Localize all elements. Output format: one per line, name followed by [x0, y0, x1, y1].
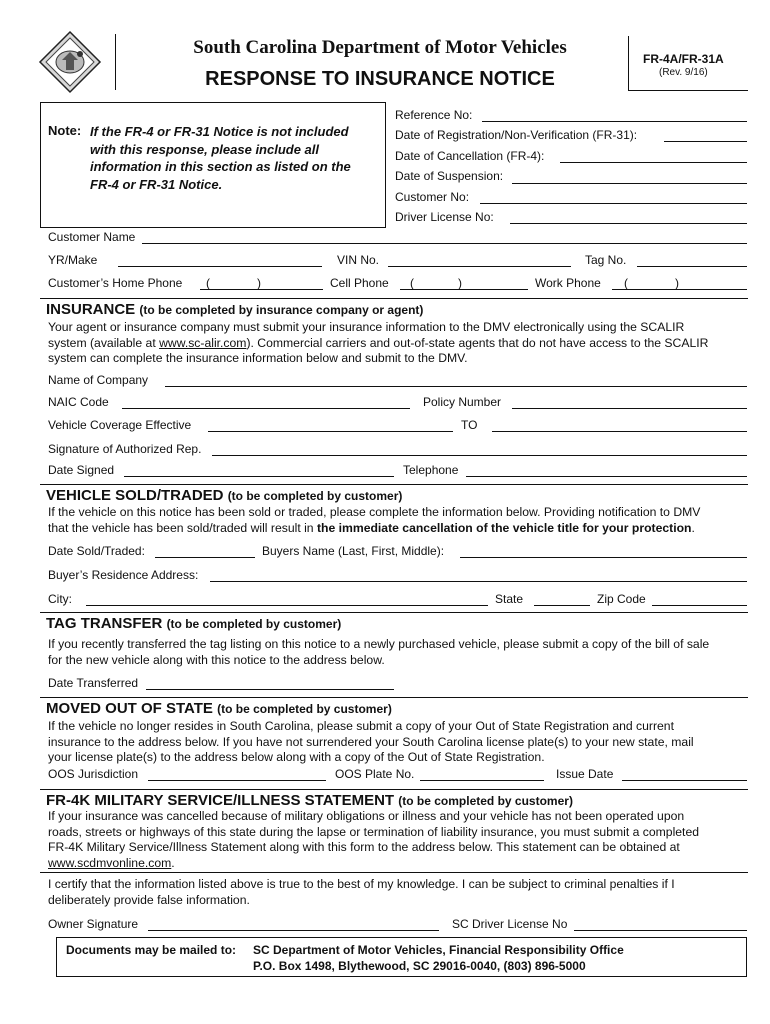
home-phone-paren-close: ) [257, 276, 261, 290]
issue-date-label: Issue Date [556, 767, 614, 781]
military-subtitle: (to be completed by customer) [398, 794, 573, 808]
form-number-box [628, 36, 629, 90]
date-registration-field[interactable] [664, 141, 747, 142]
buyer-name-label: Buyers Name (Last, First, Middle): [262, 544, 445, 558]
date-transferred-label: Date Transferred [48, 676, 139, 690]
auth-signature-field[interactable] [212, 455, 747, 456]
reference-no-field[interactable] [482, 121, 747, 122]
policy-number-field[interactable] [512, 408, 747, 409]
vehicle-sold-para-line-1: If the vehicle on this notice has been sold or traded, please complete the information below. Providing notification to DMV [48, 505, 701, 519]
driver-license-no-label: Driver License No: [395, 210, 494, 224]
company-name-label: Name of Company [48, 373, 149, 387]
work-phone-paren-close: ) [675, 276, 679, 290]
mailing-label: Documents may be mailed to: [66, 943, 237, 957]
military-heading [46, 792, 573, 809]
moved-subtitle: (to be completed by customer) [217, 702, 392, 716]
reference-no-label: Reference No: [395, 108, 473, 122]
vehicle-sold-heading [46, 487, 402, 504]
vehicle-sold-para-text: that the vehicle has been sold/traded will result in [48, 520, 317, 535]
vin-field[interactable] [388, 266, 571, 267]
cell-phone-paren-close: ) [458, 276, 462, 290]
tag-transfer-title: TAG TRANSFER [46, 615, 163, 632]
sc-dmv-logo [38, 30, 102, 94]
sc-dl-field[interactable] [574, 930, 747, 931]
vehicle-sold-para-bold: the immediate cancellation of the vehicle title for your protection [316, 520, 692, 535]
date-suspension-field[interactable] [512, 183, 747, 184]
scdmv-link[interactable]: www.scdmvonline.com [48, 855, 172, 870]
military-paragraph [48, 809, 763, 871]
military-title: FR-4K MILITARY SERVICE/ILLNESS STATEMENT [46, 792, 395, 809]
zip-field[interactable] [652, 605, 747, 606]
form-title: RESPONSE TO INSURANCE NOTICE [205, 68, 555, 90]
home-phone-field[interactable] [200, 289, 323, 290]
revision-date: (Rev. 9/16) [659, 67, 708, 78]
mailing-line-1: SC Department of Motor Vehicles, Financial Responsibility Office [253, 943, 624, 957]
date-suspension-label: Date of Suspension: [395, 169, 504, 183]
note-label: Note: [48, 123, 82, 138]
customer-no-field[interactable] [480, 203, 747, 204]
insurance-divider [40, 298, 748, 299]
note-line-4: FR-4 or FR-31 Notice. [90, 176, 223, 192]
state-field[interactable] [534, 605, 590, 606]
cell-phone-paren-open: ( [410, 276, 414, 290]
certify-line-2: deliberately provide false information. [48, 892, 250, 907]
auth-signature-label: Signature of Authorized Rep. [48, 442, 202, 456]
vin-label: VIN No. [337, 253, 380, 267]
military-para-line-2: roads, streets or highways of this state during the lapse or termination of liability insurance, you must submit a completed [48, 824, 699, 839]
work-phone-field[interactable] [612, 289, 747, 290]
oos-plate-label: OOS Plate No. [335, 767, 415, 781]
date-sold-field[interactable] [155, 557, 255, 558]
moved-title: MOVED OUT OF STATE [46, 700, 213, 717]
date-cancellation-field[interactable] [560, 162, 747, 163]
certify-paragraph [48, 877, 763, 908]
tag-field[interactable] [637, 266, 747, 267]
owner-signature-field[interactable] [148, 930, 439, 931]
military-para-line-3: FR-4K Military Service/Illness Statement along with this form to the address below. This statement can be obtained at [48, 840, 680, 854]
oos-jurisdiction-label: OOS Jurisdiction [48, 767, 139, 781]
form-number: FR-4A/FR-31A [643, 52, 724, 66]
note-line-3: information in this section as listed on the [90, 159, 351, 174]
note-line-2: with this response, please include all [90, 141, 320, 157]
buyer-address-field[interactable] [210, 581, 747, 582]
certify-line-1: I certify that the information listed above is true to the best of my knowledge. I can be subject to criminal penalties if I [48, 877, 675, 891]
date-transferred-field[interactable] [146, 689, 394, 690]
vehicle-sold-paragraph [48, 505, 763, 536]
customer-name-field[interactable] [142, 243, 747, 244]
coverage-from-field[interactable] [208, 431, 453, 432]
note-text [90, 123, 351, 193]
buyer-name-field[interactable] [460, 557, 747, 558]
vehicle-sold-title: VEHICLE SOLD/TRADED [46, 487, 224, 504]
tag-transfer-para-line-2: for the new vehicle along with this notice to the address below. [48, 652, 385, 667]
telephone-field[interactable] [466, 476, 747, 477]
yr-make-label: YR/Make [48, 253, 98, 267]
sc-dl-label: SC Driver License No [452, 917, 568, 931]
mailing-address [253, 943, 624, 974]
naic-code-field[interactable] [122, 408, 410, 409]
coverage-to-label: TO [461, 418, 478, 432]
tag-transfer-divider [40, 612, 748, 613]
note-line-1: If the FR-4 or FR-31 Notice is not included [90, 124, 349, 139]
driver-license-no-field[interactable] [510, 223, 747, 224]
vehicle-sold-subtitle: (to be completed by customer) [227, 489, 403, 503]
military-para-line-1: If your insurance was cancelled because of military obligations or illness and your vehicle has not been operated upon [48, 809, 685, 823]
insurance-para-text-2: ). Commercial carriers and out-of-state agents that do not have access to the SCALIR [246, 335, 709, 350]
form-number-box-bottom [628, 90, 748, 91]
certify-divider [40, 872, 748, 873]
insurance-heading [46, 301, 423, 318]
owner-signature-label: Owner Signature [48, 917, 139, 931]
insurance-title: INSURANCE [46, 301, 136, 318]
telephone-label: Telephone [403, 463, 459, 477]
mailing-line-2: P.O. Box 1498, Blythewood, SC 29016-0040, (803) 896-5000 [253, 958, 586, 973]
date-registration-label: Date of Registration/Non-Verification (FR-31): [395, 128, 638, 142]
insurance-subtitle: (to be completed by insurance company or agent) [139, 303, 424, 317]
moved-para-line-1: If the vehicle no longer resides in South Carolina, please submit a copy of your Out of State Registration and current [48, 719, 674, 733]
moved-paragraph [48, 719, 763, 766]
home-phone-paren-open: ( [206, 276, 210, 290]
header-divider [115, 34, 116, 90]
moved-para-line-2: insurance to the address below. If you have not surrendered your South Carolina license plate(s) to your new state, mail [48, 734, 694, 749]
military-para-end: . [171, 855, 175, 870]
scalir-link[interactable]: www.sc-alir.com [159, 335, 247, 350]
military-divider [40, 789, 748, 790]
insurance-para-line-2 [48, 336, 763, 352]
company-name-field[interactable] [165, 386, 747, 387]
vehicle-sold-para-end: . [691, 520, 695, 535]
oos-jurisdiction-field[interactable] [148, 780, 326, 781]
coverage-to-field[interactable] [492, 431, 747, 432]
cell-phone-field[interactable] [400, 289, 528, 290]
home-phone-label: Customer’s Home Phone [48, 276, 183, 290]
date-cancellation-label: Date of Cancellation (FR-4): [395, 149, 545, 163]
oos-plate-field[interactable] [420, 780, 544, 781]
vehicle-sold-divider [40, 484, 748, 485]
insurance-para-line-3: system can complete the insurance information below and submit to the DMV. [48, 351, 468, 365]
tag-transfer-heading [46, 615, 341, 632]
tag-label: Tag No. [585, 253, 627, 267]
city-field[interactable] [86, 605, 488, 606]
buyer-address-label: Buyer’s Residence Address: [48, 568, 199, 582]
work-phone-label: Work Phone [535, 276, 601, 290]
agency-name: South Carolina Department of Motor Vehicles [193, 37, 567, 58]
moved-divider [40, 697, 748, 698]
state-label: State [495, 592, 524, 606]
insurance-para-line-1: Your agent or insurance company must submit your insurance information to the DMV electronically using the SCALIR [48, 320, 685, 334]
moved-heading [46, 700, 392, 717]
tag-transfer-subtitle: (to be completed by customer) [166, 617, 342, 631]
date-signed-label: Date Signed [48, 463, 115, 477]
cell-phone-label: Cell Phone [330, 276, 389, 290]
zip-label: Zip Code [597, 592, 646, 606]
work-phone-paren-open: ( [624, 276, 628, 290]
customer-name-label: Customer Name [48, 230, 136, 244]
date-sold-label: Date Sold/Traded: [48, 544, 145, 558]
moved-para-line-3: your license plate(s) to the address below along with a copy of the Out of State Registration. [48, 750, 545, 764]
coverage-effective-label: Vehicle Coverage Effective [48, 418, 192, 432]
tag-transfer-paragraph [48, 637, 763, 668]
customer-no-label: Customer No: [395, 190, 470, 204]
issue-date-field[interactable] [622, 780, 747, 781]
date-signed-field[interactable] [124, 476, 394, 477]
policy-number-label: Policy Number [423, 395, 502, 409]
city-label: City: [48, 592, 72, 606]
tag-transfer-para-line-1: If you recently transferred the tag listing on this notice to a newly purchased vehicle, please submit a copy of the bill of sale [48, 637, 710, 651]
naic-code-label: NAIC Code [48, 395, 109, 409]
yr-make-field[interactable] [118, 266, 322, 267]
insurance-para-text: system (available at [48, 335, 160, 350]
military-para-line-4 [48, 856, 763, 872]
insurance-paragraph [48, 320, 763, 367]
vehicle-sold-para-line-2 [48, 521, 763, 537]
